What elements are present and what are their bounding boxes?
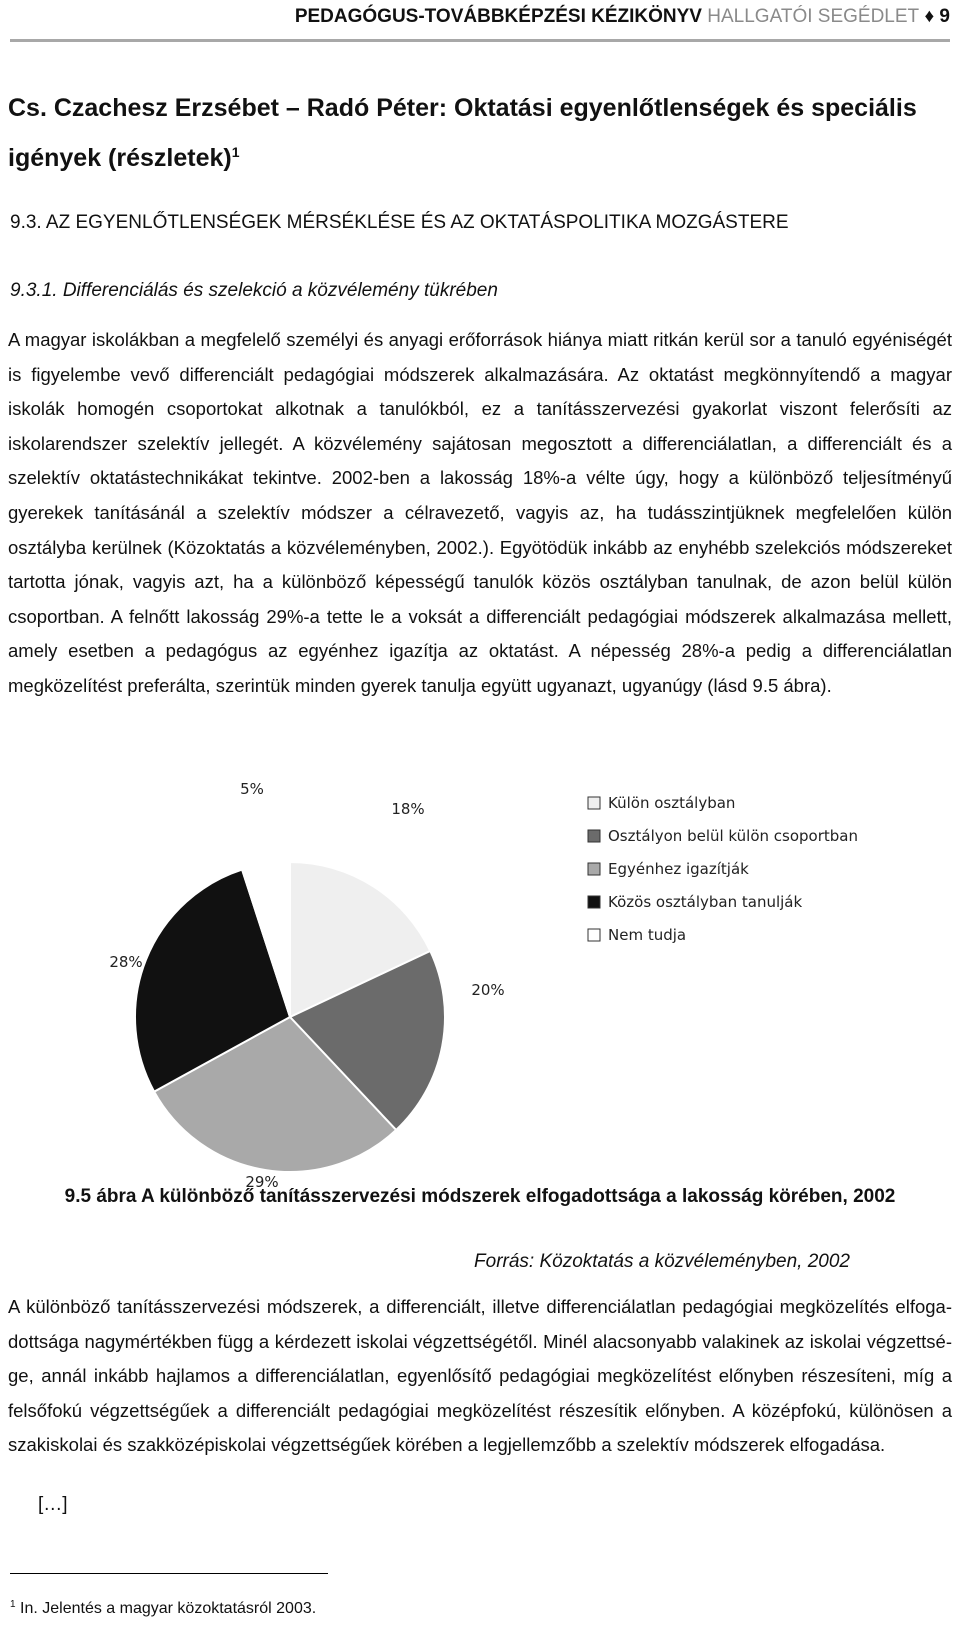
legend-label: Osztályon belül külön csoportban: [608, 827, 858, 845]
article-title: [8, 86, 938, 180]
header-title: PEDAGÓGUS-TOVÁBBKÉPZÉSI KÉZIKÖNYV: [294, 6, 702, 27]
legend-label: Közös osztályban tanulják: [608, 893, 803, 911]
header-subtitle: HALLGATÓI SEGÉDLET: [707, 6, 920, 27]
figure-caption: 9.5 ábra A különböző tanításszervezési módszerek elfogadottsága a lakosság körében, 2002: [64, 1186, 896, 1207]
legend-swatch: [588, 896, 600, 908]
slice-value-label: 28%: [109, 953, 143, 972]
figure-source: Forrás: Közoktatás a közvéleményben, 2002: [474, 1251, 850, 1272]
footnote: [10, 1599, 316, 1618]
legend-label: Külön osztályban: [608, 794, 736, 812]
footnote-divider: [10, 1573, 328, 1574]
footnote-number: 1: [10, 1599, 16, 1610]
footnote-text: In. Jelentés a magyar közoktatásról 2003.: [20, 1600, 317, 1617]
section-heading: 9.3. AZ EGYENLŐTLENSÉGEK MÉRSÉKLÉSE ÉS AZ OKTATÁSPOLITIKA MOZGÁSTERE: [10, 212, 789, 233]
legend-swatch: [588, 863, 600, 875]
slice-value-label: 5%: [240, 780, 264, 799]
diamond-icon: ♦: [924, 6, 935, 27]
footnote-reference[interactable]: 1: [231, 144, 240, 160]
page-number: 9: [939, 6, 950, 27]
running-header: [10, 2, 950, 42]
slice-value-label: 20%: [471, 981, 505, 1000]
subsection-heading: 9.3.1. Differenciálás és szelekció a közvélemény tükrében: [10, 280, 498, 301]
legend-swatch: [588, 830, 600, 842]
article-title-text: Cs. Czachesz Erzsébet – Radó Péter: Oktatási egyenlőtlenségek és speciális igények (részletek): [8, 94, 917, 172]
legend-swatch: [588, 797, 600, 809]
pie-slices: [135, 862, 445, 1172]
slice-value-label: 18%: [391, 800, 425, 819]
pie-chart: [0, 780, 960, 1200]
legend-label: Nem tudja: [608, 926, 687, 944]
paragraph-1: A magyar iskolákban a megfelelő személyi és anyagi erőforrások hiánya miatt ritkán kerül sor a tanuló egyéniségét is figyelembe vevő differenciált pedagógiai módszerek alkalmazására. Az oktatást megkönnyítendő a magyar iskolák homogén csoportokat alkotnak a tanulókból, ez a tanításszervezési gyakorlat viszont felerősíti az iskolarendszer szelektív jellegét. A közvélemény sajátosan megosztott a differenciálatlan, a differenciált és a szelektív oktatástechnikákat tekintve. 2002-ben a lakosság 18%-a vélte úgy, hogy a különböző teljesítményű gyerekek tanításánál a szelektív módszer a célravezető, vagyis az, ha tudásszintjüknek megfelelően külön osztályba kerülnek (Közoktatás a közvéleményben, 2002.). Egyötödük inkább az enyhébb szelekciós módszereket tartotta jónak, vagyis azt, ha a különböző képességű tanulók közös osztályban tanulnak, de azon belül külön csoportban. A felnőtt lakosság 29%-a tette le a voksát a differenciált pedagógiai módszerek alkalmazása mellett, amely esetben a pedagógus az egyénhez igazítja az oktatást. A népesség 28%-a pedig a differenciálatlan megközelítést preferálta, szerintük minden gyerek tanulja együtt ugyanazt, ugyanúgy (lásd 9.5 ábra).: [8, 329, 952, 696]
paragraph-2: A különböző tanításszervezési módszerek, a differenciált, illetve differenciálatlan pedagógiai megközelítés elfogadottsága nagymértékben függ a kérdezett iskolai végzettségétől. Minél alacsonyabb valakinek az iskolai végzettsége, annál inkább hajlamos a differenciálatlan, egyenlősítő pedagógiai megközelítést előnyben részesíteni, míg a felsőfokú végzettségűek a differenciált pedagógiai megközelítést részesítik előnyben. A középfokú, különösen a szakiskolai és szakközépiskolai végzettségűek körében a legjellemzőbb a szelektív módszerek elfogadása.: [8, 1296, 952, 1456]
chart-legend: [588, 794, 858, 944]
slice-value-label: 29%: [245, 1173, 279, 1192]
omission-mark: […]: [38, 1494, 68, 1515]
legend-label: Egyénhez igazítják: [608, 860, 749, 878]
legend-swatch: [588, 929, 600, 941]
